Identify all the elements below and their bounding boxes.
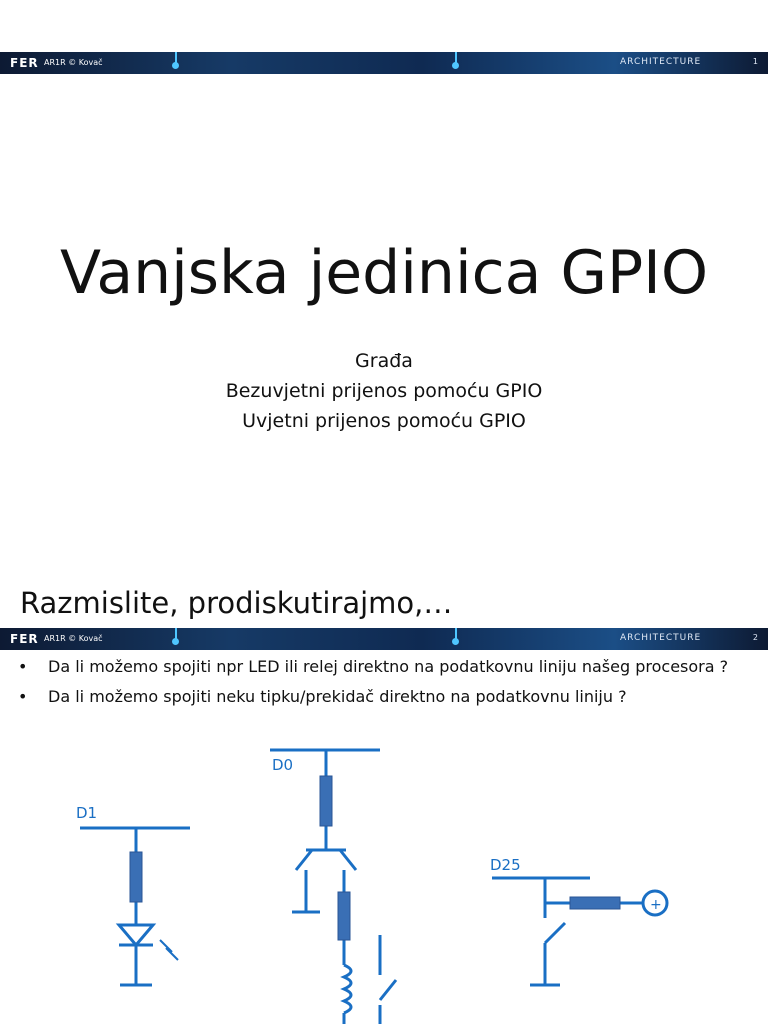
course-label: AR1R © Kovač [44,58,103,67]
course-label: AR1R © Kovač [44,634,103,643]
bullet-text: Da li možemo spojiti neku tipku/prekidač direktno na podatkovnu liniju ? [48,687,627,706]
circuit-diagram [0,740,768,1024]
slide-header-banner [0,628,768,650]
architecture-logo: ARCHITECTURE [620,57,702,67]
fer-logo: FER [10,56,39,70]
slide-number: 2 [752,633,758,642]
resistor [570,897,620,909]
plus-symbol: + [650,897,662,913]
list-item: • Da li možemo spojiti neku tipku/prekidač direktno na podatkovnu liniju ? [18,687,627,706]
slide-subtitles [0,346,768,436]
fer-logo: FER [10,632,39,646]
resistor [320,776,332,826]
label-d25: D25 [490,856,521,874]
slide-number: 1 [752,57,758,66]
subtitle: Građa [355,350,413,372]
label-d1: D1 [76,804,98,822]
list-item: • Da li možemo spojiti npr LED ili relej direktno na podatkovnu liniju našeg procesora ? [18,657,729,676]
subtitle: Uvjetni prijenos pomoću GPIO [242,410,526,432]
resistor [338,892,350,940]
bullet-text: Da li možemo spojiti npr LED ili relej direktno na podatkovnu liniju našeg procesora ? [48,657,729,676]
subtitle: Bezuvjetni prijenos pomoću GPIO [225,380,543,402]
slide2-heading: Razmislite, prodiskutirajmo,… [20,586,453,620]
slide-header-banner [0,52,768,74]
bullet-list [18,657,738,717]
resistor [130,852,142,902]
slide-title: Vanjska jedinica GPIO [59,238,709,308]
label-d0: D0 [272,756,294,774]
architecture-logo: ARCHITECTURE [620,633,702,643]
